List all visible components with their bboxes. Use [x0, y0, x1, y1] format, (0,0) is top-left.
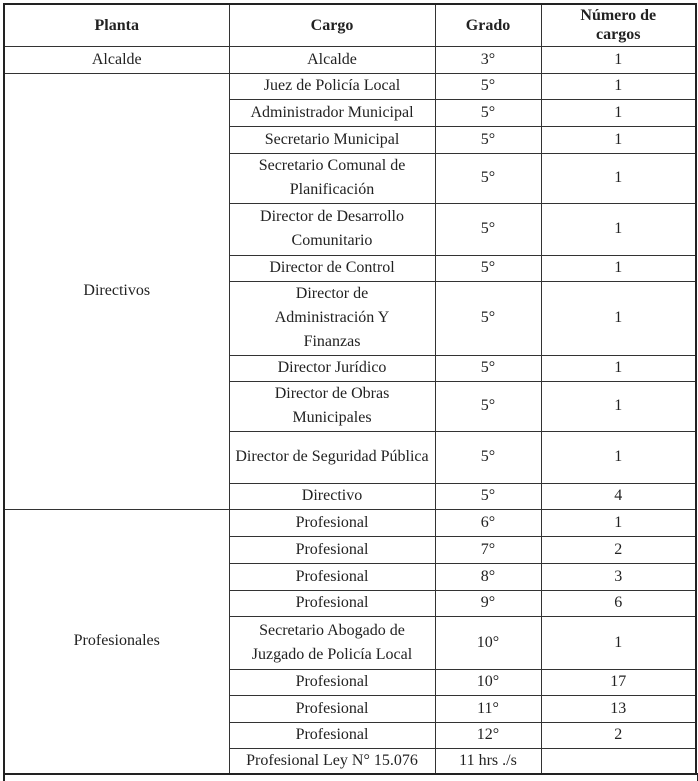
cargo-cell: Secretario Comunal de Planificación [229, 153, 435, 203]
numero-cell: 1 [541, 46, 696, 73]
numero-cell: 1 [541, 255, 696, 281]
grado-cell: 5° [435, 431, 541, 483]
numero-cell: 1 [541, 203, 696, 255]
table-row [4, 509, 696, 536]
cargo-cell: Secretario Municipal [229, 126, 435, 153]
grado-cell: 8° [435, 563, 541, 590]
numero-cell: 3 [541, 563, 696, 590]
numero-cell: 17 [541, 669, 696, 695]
numero-cell: 1 [541, 281, 696, 355]
cargo-cell: Profesional [229, 509, 435, 536]
cargo-cell: Director de Desarrollo Comunitario [229, 203, 435, 255]
grado-cell: 5° [435, 355, 541, 381]
header-planta: Planta [4, 4, 229, 46]
cargo-cell: Profesional [229, 695, 435, 722]
planta-cell: Directivos [4, 73, 229, 509]
cargo-cell: Secretario Abogado de Juzgado de Policía Local [229, 616, 435, 669]
grado-cell: 5° [435, 483, 541, 509]
cargo-cell: Director de Control [229, 255, 435, 281]
cargo-cell: Director de Seguridad Pública [229, 431, 435, 483]
numero-cell: 2 [541, 722, 696, 748]
header-row [4, 4, 696, 46]
grado-cell: 5° [435, 153, 541, 203]
table-row [4, 73, 696, 99]
table-row [4, 46, 696, 73]
cargo-cell: Directivo [229, 483, 435, 509]
numero-cell: 1 [541, 616, 696, 669]
grado-cell: 10° [435, 669, 541, 695]
numero-cell: 13 [541, 695, 696, 722]
numero-cell: 1 [541, 153, 696, 203]
cargo-cell: Administrador Municipal [229, 99, 435, 126]
cargo-cell: Director Jurídico [229, 355, 435, 381]
cargo-cell: Profesional [229, 536, 435, 563]
cargo-cell: Juez de Policía Local [229, 73, 435, 99]
numero-cell: 1 [541, 509, 696, 536]
grado-cell: 5° [435, 126, 541, 153]
header-numero: Número de cargos [541, 4, 696, 46]
numero-cell: 4 [541, 483, 696, 509]
next-table-edge [3, 773, 698, 781]
grado-cell: 9° [435, 590, 541, 616]
grado-cell: 12° [435, 722, 541, 748]
grado-cell: 5° [435, 99, 541, 126]
header-grado: Grado [435, 4, 541, 46]
planta-cell: Alcalde [4, 46, 229, 73]
cargo-cell: Profesional Ley N° 15.076 [229, 748, 435, 774]
table-body [4, 46, 696, 774]
grado-cell: 11 hrs ./s [435, 748, 541, 774]
numero-cell: 1 [541, 431, 696, 483]
grado-cell: 5° [435, 73, 541, 99]
numero-cell: 1 [541, 126, 696, 153]
grado-cell: 5° [435, 255, 541, 281]
numero-cell: 1 [541, 73, 696, 99]
cargo-cell: Alcalde [229, 46, 435, 73]
numero-cell: 1 [541, 381, 696, 431]
numero-cell: 1 [541, 355, 696, 381]
cargo-cell: Director de Obras Municipales [229, 381, 435, 431]
cargos-table [3, 3, 697, 775]
planta-cell: Profesionales [4, 509, 229, 774]
grado-cell: 6° [435, 509, 541, 536]
grado-cell: 3° [435, 46, 541, 73]
grado-cell: 5° [435, 203, 541, 255]
cargo-cell: Profesional [229, 669, 435, 695]
cargo-cell: Director de Administración Y Finanzas [229, 281, 435, 355]
numero-cell [541, 748, 696, 774]
grado-cell: 7° [435, 536, 541, 563]
header-cargo: Cargo [229, 4, 435, 46]
cargo-cell: Profesional [229, 590, 435, 616]
numero-cell: 2 [541, 536, 696, 563]
cargo-cell: Profesional [229, 563, 435, 590]
grado-cell: 5° [435, 281, 541, 355]
grado-cell: 5° [435, 381, 541, 431]
numero-cell: 1 [541, 99, 696, 126]
grado-cell: 10° [435, 616, 541, 669]
numero-cell: 6 [541, 590, 696, 616]
grado-cell: 11° [435, 695, 541, 722]
cargo-cell: Profesional [229, 722, 435, 748]
